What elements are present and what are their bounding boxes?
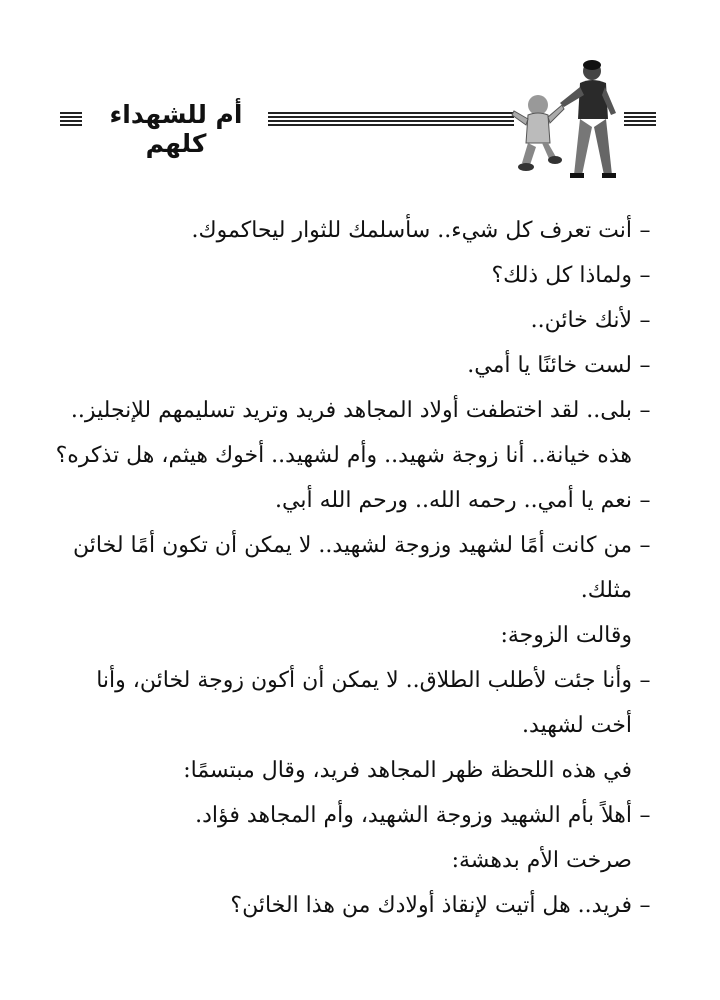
chapter-title: أم للشهداء كلهم xyxy=(109,100,243,158)
header-rule-right xyxy=(624,112,656,126)
dialogue-dash: – xyxy=(639,533,651,558)
dialogue-line xyxy=(58,388,658,433)
dialogue-continuation xyxy=(55,433,658,478)
dialogue-line xyxy=(58,208,658,253)
line-text: فريد.. هل أتيت لإنقاذ أولادك من هذا الخائن؟ xyxy=(230,893,632,918)
dialogue-line xyxy=(58,343,658,388)
dialogue-dash: – xyxy=(639,353,651,378)
header-rule-left xyxy=(60,112,82,126)
dialogue-line xyxy=(58,253,658,298)
dialogue-line xyxy=(58,883,658,928)
line-text: في هذه اللحظة ظهر المجاهد فريد، وقال مبتسمًا: xyxy=(183,758,632,783)
narration-line xyxy=(58,838,658,883)
dialogue-line xyxy=(58,658,658,703)
dialogue-dash: – xyxy=(639,668,651,693)
line-text: لست خائنًا يا أمي. xyxy=(467,353,632,378)
chapter-header xyxy=(0,0,720,158)
dialogue-line xyxy=(58,793,658,838)
dialogue-continuation xyxy=(58,568,658,613)
line-text: هذه خيانة.. أنا زوجة شهيد.. وأم لشهيد.. أخوك هيثم، هل تذكره؟ xyxy=(55,443,632,468)
line-text: ولماذا كل ذلك؟ xyxy=(491,263,632,288)
line-text: أخت لشهيد. xyxy=(522,713,632,738)
narration-line xyxy=(58,748,658,793)
line-text: بلى.. لقد اختطفت أولاد المجاهد فريد وتريد تسليمهم للإنجليز.. xyxy=(70,398,632,423)
dialogue-dash: – xyxy=(639,263,651,288)
header-rule-middle xyxy=(268,112,514,126)
line-text: نعم يا أمي.. رحمه الله.. ورحم الله أبي. xyxy=(275,488,632,513)
dialogue-dash: – xyxy=(639,398,651,423)
line-text: أنت تعرف كل شيء.. سأسلمك للثوار ليحاكموك. xyxy=(191,218,632,243)
dialogue-line xyxy=(58,298,658,343)
line-text: مثلك. xyxy=(580,578,632,603)
dialogue-line xyxy=(58,478,658,523)
story-text xyxy=(55,208,658,928)
dialogue-dash: – xyxy=(639,218,651,243)
line-text: صرخت الأم بدهشة: xyxy=(451,848,632,873)
dialogue-line xyxy=(58,523,658,568)
dialogue-dash: – xyxy=(639,308,651,333)
dialogue-dash: – xyxy=(639,893,651,918)
line-text: وقالت الزوجة: xyxy=(500,623,632,648)
dialogue-continuation xyxy=(58,703,658,748)
dialogue-dash: – xyxy=(639,488,651,513)
dialogue-dash: – xyxy=(639,803,651,828)
line-text: لأنك خائن.. xyxy=(530,308,632,333)
line-text: من كانت أمًا لشهيد وزوجة لشهيد.. لا يمكن أن تكون أمًا لخائن xyxy=(73,533,632,558)
line-text: أهلاً بأم الشهيد وزوجة الشهيد، وأم المجاهد فؤاد. xyxy=(195,803,632,828)
narration-line xyxy=(58,613,658,658)
line-text: وأنا جئت لأطلب الطلاق.. لا يمكن أن أكون زوجة لخائن، وأنا xyxy=(96,668,632,693)
father-and-child-illustration xyxy=(508,57,626,182)
